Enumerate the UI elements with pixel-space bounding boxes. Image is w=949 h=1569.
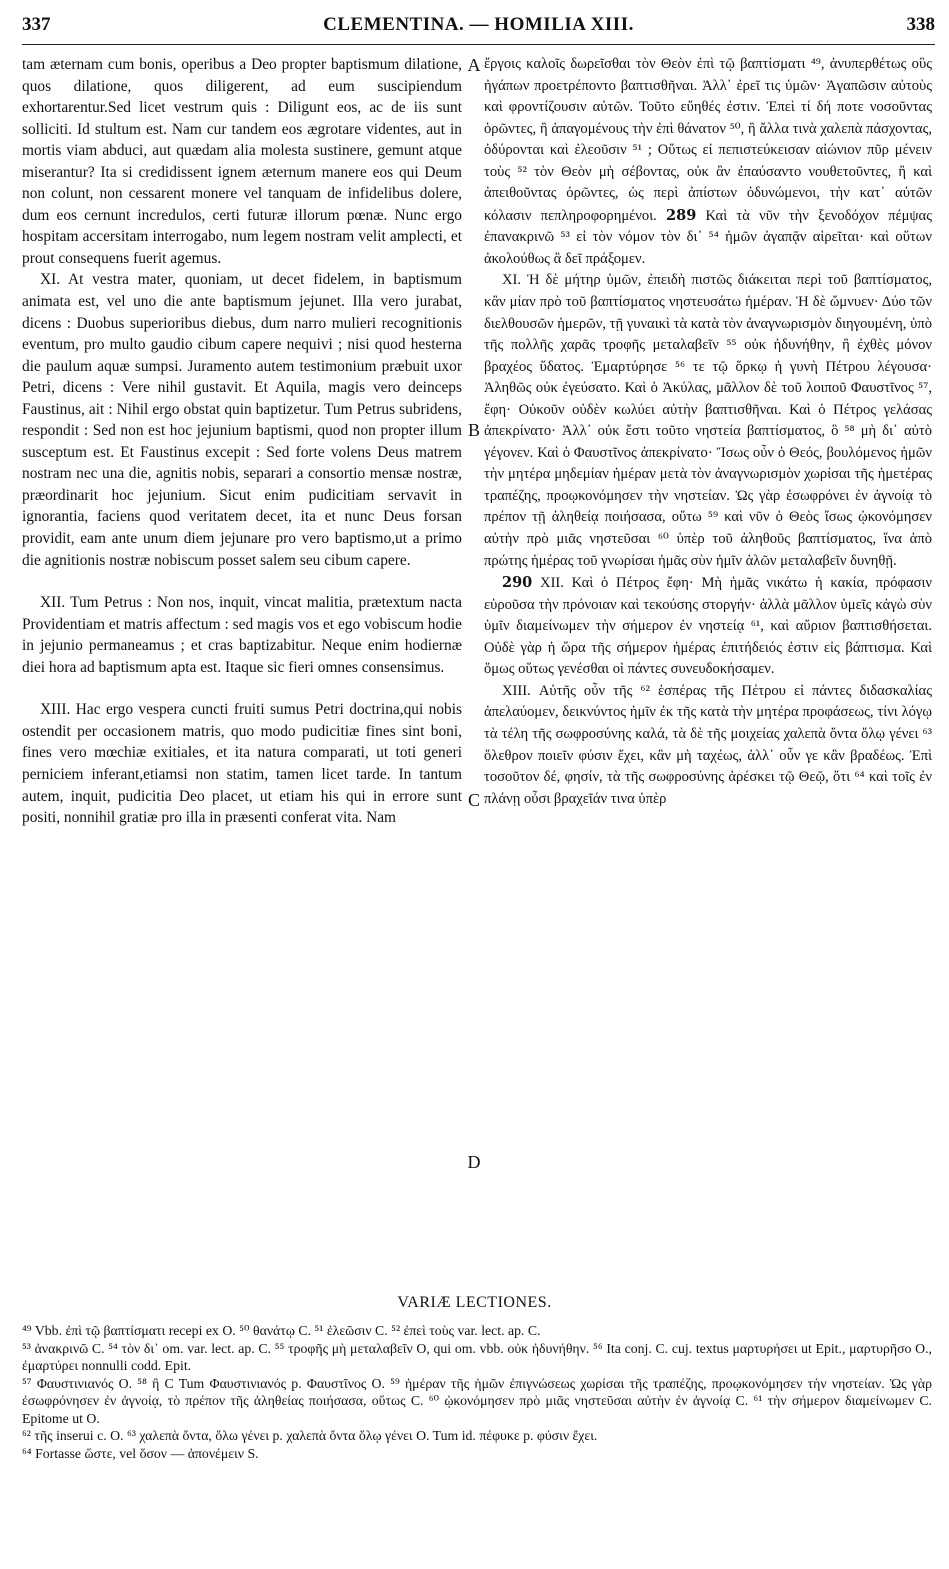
greek-text: Καὶ τὰ νῦν τὴν ξενοδόχον πέμψας ἐπανακρινῶ ⁵³ εἰ τὸν νόμον τὸν δι᾽ ⁵⁴ ἡμῶν ἀγαπᾷν αἱρεῖται· καὶ οὕτων ἀκολούθως ἃ δεῖ πράξομεν. xyxy=(484,207,932,267)
greek-paragraph xyxy=(484,572,932,681)
section-number: 289 xyxy=(666,206,697,224)
page-number-left: 337 xyxy=(22,14,51,35)
variae-lectiones xyxy=(22,1322,932,1462)
page-number-right: 338 xyxy=(906,14,935,35)
margin-letter: D xyxy=(467,1152,481,1172)
variant-line: ⁶² τῆς inserui c. O. ⁶³ χαλεπὰ ὄντα, ὅλω γένει p. χαλεπὰ ὄντα ὅλῳ γένει O. Tum id. πέφυκε p. φύσιν ἔχει. xyxy=(22,1428,598,1443)
margin-letter: C xyxy=(467,790,480,810)
greek-text: XII. Καὶ ὁ Πέτρος ἔφη· Μὴ ἡμᾶς νικάτω ἡ κακία, πρόφασιν εὑροῦσα τὴν πρόνοιαν καὶ τεκούσης στοργήν· ἀλλὰ μᾶλλον ὑμεῖς κἀγὼ σὺν ὑμῖν διαμείνωμεν τὴν σήμερον ἐν νηστείᾳ ⁶¹, καὶ αὔριον βαπτισθήσεται. Οὐδὲ γὰρ ἡ ὥρα τῆς σήμερον ἡμέρας ἐπιτήδειός ἐστιν εἰς βάπτισμα. Καὶ ὅμως οὕτως γενέσθαι οἱ πάντες συνευδοκήσαμεν. xyxy=(484,575,932,678)
running-title: CLEMENTINA. — HOMILIA XIII. xyxy=(323,14,634,35)
margin-letter: A xyxy=(467,55,481,75)
latin-paragraph: XII. Tum Petrus : Non nos, inquit, vincat malitia, prætextum nacta Providentiam et matris affectum : sed magis vos et ego vobiscum hodie in jejunio permaneamus ; et cras baptizabitur. Neque enim hodiernæ diei hora ad baptismum apta est. Itaque sic fieri omnes consensimus. xyxy=(22,594,462,676)
variant-line: ⁵⁷ Φαυστινιανός O. ⁵⁸ ἢ C Tum Φαυστινιανός p. Φαυστῖνος O. ⁵⁹ ἡμέραν τῆς ἡμῶν ἐπιγνώσεως χωρίσαι τῆς τραπέζης, προῳκονόμησεν τὴν νηστείαν. Ὡς γὰρ ἐσωφρόνησεν ἐν ἀγνοίᾳ, τὸ πρέπον τῆς ἀληθείας ποιήσασα, οὕτως C. ⁶⁰ ᾠκονόμησεν πρὸ μιᾶς νηστεῦσαι αὐτὴν ἐν ἀγνοίᾳ C. ⁶¹ τὴν σήμερον διαμείνωμεν C. Epitome ut O. xyxy=(22,1375,932,1426)
margin-letter: B xyxy=(467,420,480,440)
paragraph-gap xyxy=(22,678,462,699)
variant-line: ⁶⁴ Fortasse ὥστε, vel ὅσον — ἀπονέμειν S. xyxy=(22,1445,259,1461)
greek-paragraph xyxy=(484,54,932,270)
latin-column xyxy=(22,54,462,829)
paragraph-gap xyxy=(22,571,462,592)
header-rule xyxy=(22,44,935,45)
section-number: 290 xyxy=(502,574,533,592)
page-header xyxy=(22,14,935,44)
variant-line: ⁵³ ἀνακρινῶ C. ⁵⁴ τὸν δι᾽ om. var. lect. ap. C. ⁵⁵ τροφῆς μὴ μεταλαβεῖν O, qui om. vbb. οὐκ ἠδυνήθην. ⁵⁶ Ita conj. C. cuj. textus μαρτυρήσει ut Epit., μαρτυρῆσο O., ἐμαρτύρει nonnulli codd. Epit. xyxy=(22,1340,932,1373)
latin-paragraph: tam æternam cum bonis, operibus a Deo propter baptismum dilatione, quos dilatione, quos diligerent, ad eum suscipiendum exhortarentur.Sed licet vestrum quis : Diligunt eos, ac de iis sunt solliciti. Id stultum est. Nam cur tandem eos ægrotare videntes, aut in mortis viam abduci, aut quædam alia molesta sustinere, gemunt atque miserantur? Ita si credidissent ignem æternum manere eos qui Deum non colunt, non cessarent monere vel tanquam de infidelibus dolere, dum eos cernunt incredulos, certi futuræ illorum pœnæ. Nunc ergo hospitam accersitam interrogabo, num legem nostram velit amplecti, et prout consequens fuerit agemus. xyxy=(22,56,462,267)
greek-column xyxy=(484,54,932,810)
variant-line: ⁴⁹ Vbb. ἐπὶ τῷ βαπτίσματι recepi ex O. ⁵⁰ θανάτῳ C. ⁵¹ ἐλεῶσιν C. ⁵² ἐπεὶ τοὺς var. lect. ap. C. xyxy=(22,1323,541,1338)
greek-paragraph: XIII. Αὐτῆς οὖν τῆς ⁶² ἑσπέρας τῆς Πέτρου εἰ πάντες διδασκαλίας ἀπελαύομεν, δεικνύντος ἡμῖν ἐκ τῆς κατὰ τὴν μητέρα προφάσεως, τίνι λόγῳ τὰ τέλη τῆς σωφροσύνης καλά, τὰ δὲ τῆς μοιχείας χαλεπὰ ὄντα ὅλῳ γένει ⁶³ ὄλεθρον ποιεῖν φύσιν ἔχει, κἂν μὴ ταχέως, ἀλλ᾽ οὖν γε κἂν βραδέως. Ἐπὶ τοσοῦτον δέ, φησίν, τὰ τῆς σωφροσύνης ἀρέσκει τῷ Θεῷ, ὅτι ⁶⁴ καὶ τοῖς ἐν πλάνῃ οὖσι βραχεῖάν τινα ὑπὲρ xyxy=(484,682,932,807)
greek-text: ἔργοις καλοῖς δωρεῖσθαι τὸν Θεὸν ἐπὶ τῷ βαπτίσματι ⁴⁹, ἀνυπερθέτως οὓς ἠγάπων προετρέποντο βαπτισθῆναι. Ἀλλ᾽ ἐρεῖ τις ὑμῶν· Ἀγαπῶσιν αὐτοὺς καὶ φροντίζουσιν αὐτῶν. Τοῦτο εὔηθές ἐστιν. Ἐπεὶ τί δή ποτε νοσοῦντας ὁρῶντες, ἢ ἀπαγομένους τὴν ἐπὶ θάνατον ⁵⁰, ἢ ἄλλα τινὰ χαλεπὰ πάσχοντας, ὀδύρονται καὶ ἐλεοῦσιν ⁵¹ ; Οὕτως εἰ πεπιστεύκεισαν αἰώνιον πῦρ μένειν τοὺς ⁵² τὸν Θεὸν μὴ σέβοντας, οὐκ ἂν ἐπαύσαντο νουθετοῦντες, ἢ καὶ ἀπειθοῦντας ὁρῶντες, ὡς περὶ ἀπίστων ὀδυνώμενοι, τὴν κατ᾽ αὐτῶν κόλασιν πεπληροφορημένοι. xyxy=(484,56,932,224)
variae-lectiones-title: VARIÆ LECTIONES. xyxy=(397,1294,552,1311)
latin-paragraph: XIII. Hac ergo vespera cuncti fruiti sumus Petri doctrina,qui nobis ostendit per occasionem matris, quo modo pudicitiæ fines sint boni, fines vero mœchiæ exitiales, et ita natura comparati, ut toti generi perniciem inferant,etiamsi non statim, tamen licet tarde. In tantum autem, inquit, pudicitia Deo placet, ut etiam his qui in errore sunt positi, nonnihil gratiæ pro illa in præsenti conferat vita. Nam xyxy=(22,701,462,827)
latin-paragraph: XI. At vestra mater, quoniam, ut decet fidelem, in baptismum animata est, vel uno die ante baptismum jejunet. Illa vero jurabat, dicens : Duobus superioribus diebus, dum narro mulieri recognitionis eventum, pro multo gaudio cibum capere nequivi ; nisi quod hesterna die paulum aquæ sumpsi. Juramento autem testimonium præbuit uxor Petri, dicens : Vere nihil gustavit. Et Aquila, magis vero deinceps Faustinus, ait : Nihil ergo obstat quin baptizetur. Tum Petrus subridens, respondit : Sed non est hoc jejunium baptismi, quod non propter illum susceptum est. Et Faustinus excepit : Sed forte volens Deus matrem nostram nec una die, agnitis nobis, separari a consortio mensæ nostræ, præordinarit hoc jejunium. Sicut enim pudicitiam servavit in ignorantia, faciens quod veritatem decet, ita et nunc Deus forsan providit, eam ante unum diem jejunare pro vero baptismo,ut a primo die agnitionis nostræ nobiscum posset salem seu cibum capere. xyxy=(22,271,462,569)
greek-paragraph: XI. Ἡ δὲ μήτηρ ὑμῶν, ἐπειδὴ πιστῶς διάκειται περὶ τοῦ βαπτίσματος, κἂν μίαν πρὸ τοῦ βαπτίσματος νηστευσάτω ἡμέραν. Ἡ δὲ ὤμνυεν· Δύο τῶν διελθουσῶν ἡμερῶν, τῇ γυναικὶ τὰ κατὰ τὸν ἀναγνωρισμὸν διηγουμένη, ὑπὸ τῆς πολλῆς χαρᾶς τροφῆς μεταλαβεῖν ⁵⁵ οὐκ ἠδυνήθην, ἢ ἐχθὲς μόνον βραχέος ὕδατος. Ἐμαρτύρησε ⁵⁶ τε τῷ ὅρκῳ ἡ γυνὴ Πέτρου λέγουσα· Ἀληθῶς οὐκ ἐγεύσατο. Καὶ ὁ Ἀκύλας, μᾶλλον δὲ τοῦ λοιποῦ Φαυστῖνος ⁵⁷, ἔφη· Οὐκοῦν οὐδὲν κωλύει αὐτὴν βαπτισθῆναι. Καὶ ὁ Πέτρος γελάσας ἀπεκρίνατο· Ἀλλ᾽ οὐκ ἔστι τοῦτο νηστεία βαπτίσματος, ὃ ⁵⁸ μὴ δι᾽ αὐτὸ γέγονεν. Καὶ ὁ Φαυστῖνος ἀπεκρίνατο· Ἴσως οὖν ὁ Θεός, βουλόμενος ἡμῶν τὴν μητέρα μηδεμίαν ἡμέραν μετὰ τὸν ἀναγνωρισμὸν χωρίσαι τῆς ἡμετέρας τραπέζης, προῳκονόμησεν τὴν νηστείαν. Ὡς γὰρ ἐσωφρόνει ἐν ἀγνοίᾳ τὸ πρέπον τῇ ἀληθείᾳ ποιήσασα, οὕτω ⁵⁹ καὶ νῦν ὁ Θεὸς ἴσως ᾠκονόμησεν αὐτὴν πρὸ μιᾶς νηστεῦσαι ⁶⁰ ὑπὲρ τοῦ ἀληθοῦς βαπτίσματος, ἵνα ἀπὸ πρώτης ἡμέρας τοῦ γνωρίσαι ἡμᾶς σὺν ἡμῖν ἁλῶν μεταλαβεῖν δυνηθῇ. xyxy=(484,272,932,569)
